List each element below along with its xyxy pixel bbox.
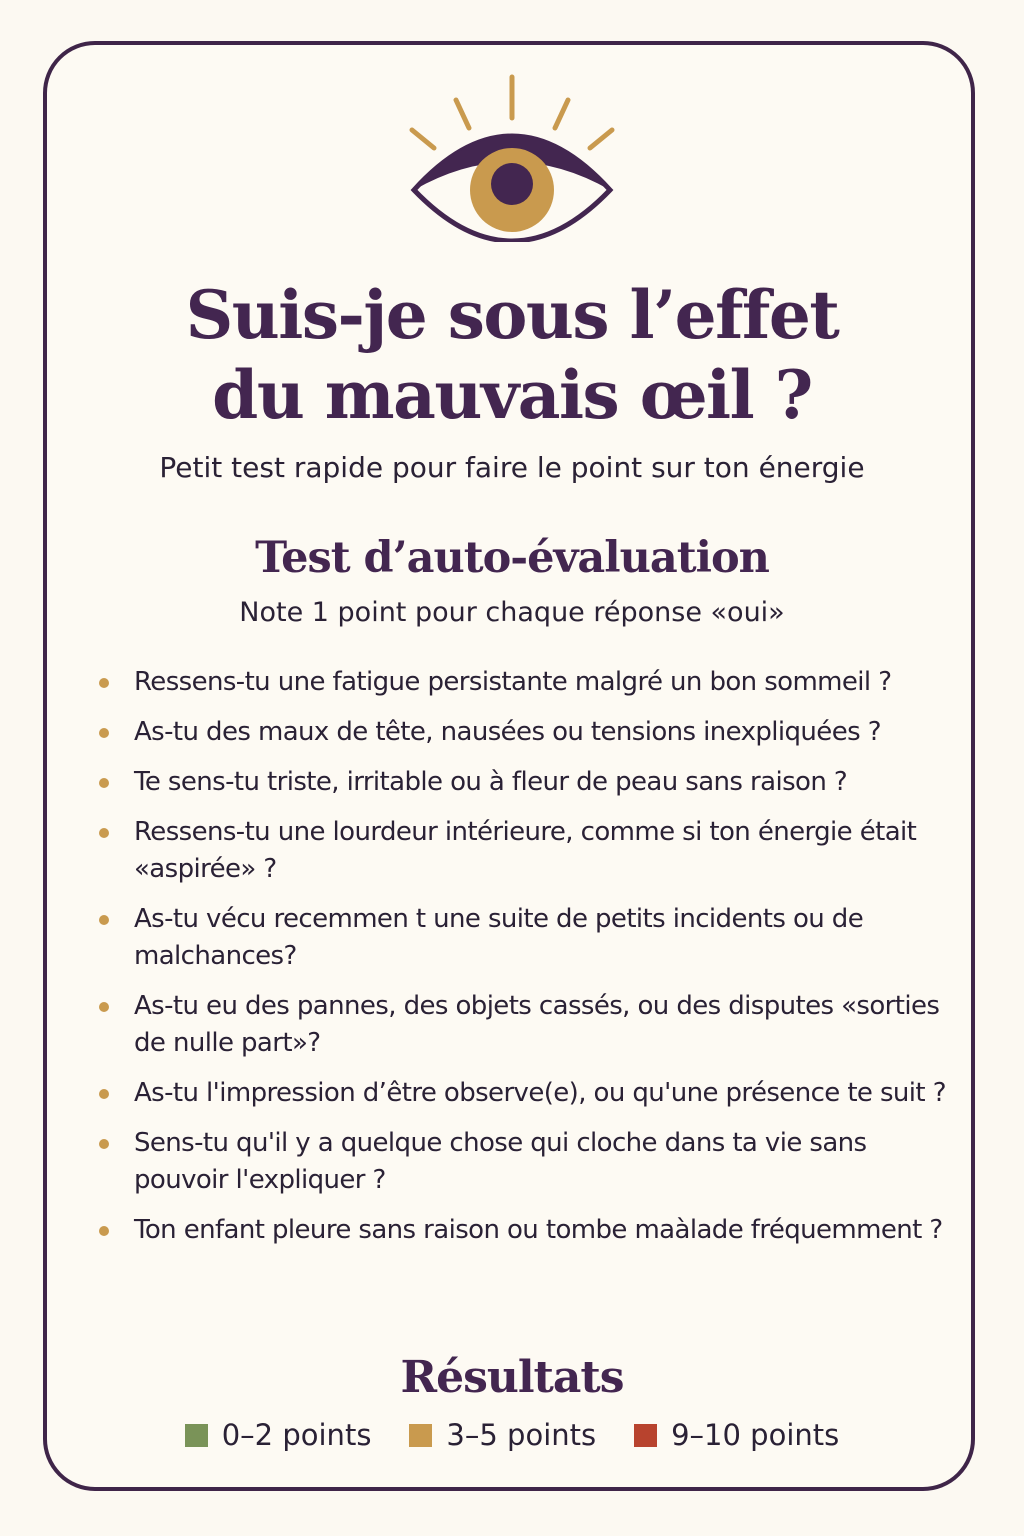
question-text: Ton enfant pleure sans raison ou tombe maàlade fréquemment ? [134,1215,943,1245]
question-text: As-tu eu des pannes, des objets cassés, ou des disputes «sorties de nulle part»? [134,991,940,1058]
color-swatch-icon [634,1424,657,1447]
page-title [0,275,1024,435]
bullet-dot-icon [99,828,109,838]
question-item [95,1075,955,1112]
legend-label: 0–2 points [221,1418,372,1452]
question-text: Ressens-tu une fatigue persistante malgré un bon sommeil ? [134,667,892,697]
bullet-dot-icon [99,728,109,738]
title-line-2: du mauvais œil ? [212,356,812,434]
test-title: Test d’auto-évaluation [255,533,769,583]
bullet-dot-icon [99,678,109,688]
results-legend [0,1416,1024,1454]
question-item [95,1125,955,1199]
question-item [95,664,955,701]
legend-item-low [185,1416,372,1454]
question-text: Sens-tu qu'il y a quelque chose qui cloche dans ta vie sans pouvoir l'expliquer ? [134,1128,867,1195]
question-text: As-tu vécu recemmen t une suite de petits incidents ou de malchances? [134,904,864,971]
bullet-dot-icon [99,1089,109,1099]
legend-item-high [634,1416,839,1454]
subtitle: Petit test rapide pour faire le point sur ton énergie [159,451,865,484]
bullet-dot-icon [99,1226,109,1236]
question-item [95,714,955,751]
legend-label: 3–5 points [446,1418,597,1452]
test-instruction: Note 1 point pour chaque réponse «oui» [239,597,785,628]
question-text: As-tu l'impression d’être observe(e), ou qu'une présence te suit ? [134,1078,946,1108]
legend-label: 9–10 points [671,1418,840,1452]
question-text: As-tu des maux de tête, nausées ou tensions inexpliquées ? [134,717,881,747]
question-item [95,814,955,888]
question-list [95,664,955,1262]
bullet-dot-icon [99,915,109,925]
bullet-dot-icon [99,1139,109,1149]
question-text: Ressens-tu une lourdeur intérieure, comme si ton énergie était «aspirée» ? [134,817,917,884]
eye-icon [406,72,618,242]
question-item [95,1212,955,1249]
question-item [95,988,955,1062]
question-text: Te sens-tu triste, irritable ou à fleur de peau sans raison ? [134,767,848,797]
legend-item-medium [409,1416,596,1454]
results-title: Résultats [400,1352,624,1403]
bullet-dot-icon [99,1002,109,1012]
color-swatch-icon [409,1424,432,1447]
bullet-dot-icon [99,778,109,788]
title-line-1: Suis-je sous l’effet [185,276,839,354]
color-swatch-icon [185,1424,208,1447]
question-item [95,901,955,975]
question-item [95,764,955,801]
